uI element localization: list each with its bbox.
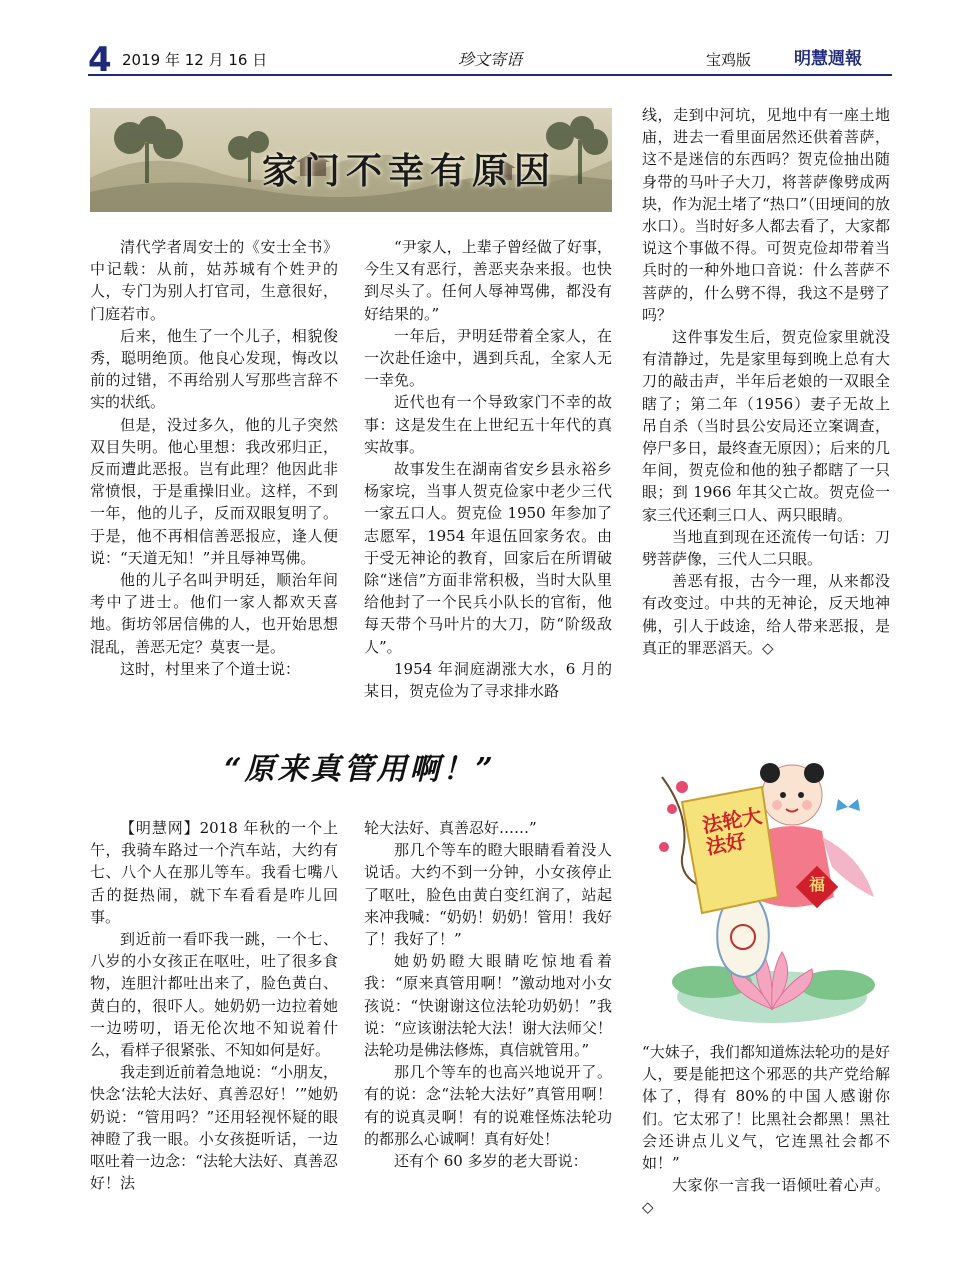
paragraph: 清代学者周安士的《安士全书》中记载：从前，姑苏城有个姓尹的人，专门为别人打官司，生意很好，门庭若市。 <box>90 238 338 323</box>
article1-title: 家门不幸有原因 <box>262 150 557 192</box>
paragraph: 善恶有报，古今一理，从来都没有改变过。中共的无神论，反天地神佛，引人于歧途，给人带来恶报，是真正的罪恶滔天。◇ <box>642 572 890 657</box>
paragraph: 当地直到现在还流传一句话：刀劈菩萨像，三代人二只眼。 <box>642 527 890 569</box>
article1-column-2 <box>364 236 612 702</box>
paragraph: 她奶奶瞪大眼睛吃惊地看着我：“原来真管用啊！”激动地对小女孩说：“快谢谢这位法轮功奶奶！”我说：“应该谢法轮大法！谢大法师父！法轮功是佛法修炼，真信就管用。” <box>364 952 612 1060</box>
page-number: 4 <box>88 40 112 80</box>
paragraph: 那几个等车的也高兴地说开了。有的说：念“法轮大法好”真管用啊！有的说真灵啊！有的说难怪炼法轮功的都那么心诚啊！真有好处！ <box>364 1063 612 1148</box>
paragraph: 他的儿子名叫尹明廷，顺治年间考中了进士。他们一家人都欢天喜地。街坊邻居信佛的人，也开始思想混乱，善恶无定？莫衷一是。 <box>90 571 338 656</box>
paragraph: 近代也有一个导致家门不幸的故事：这是发生在上世纪五十年代的真实故事。 <box>364 393 612 456</box>
article2-column-2 <box>364 817 612 1172</box>
paragraph: 后来，他生了一个儿子，相貌俊秀，聪明绝顶。他良心发现，悔改以前的过错，不再给别人写那些言辞不实的状纸。 <box>90 326 338 412</box>
fu-charm-text: 福 <box>808 875 825 894</box>
paragraph: 这时，村里来了个道士说： <box>120 659 301 678</box>
paragraph: 但是，没过多久，他的儿子突然双目失明。他心里想：我改邪归正，反而遭此恶报。岂有此理？他因此非常愤恨，于是重操旧业。这样，不到一年，他的儿子，反而双眼复明了。于是，他不再相信善恶报应，逢人便说：“天道无知！”并且辱神骂佛。 <box>90 415 338 567</box>
paragraph: 1954 年洞庭湖涨大水，6 月的某日，贺克俭为了寻求排水路 <box>364 659 612 701</box>
article2-column-1 <box>90 817 338 1194</box>
paragraph: 到近前一看吓我一跳，一个七、八岁的小女孩正在呕吐，吐了很多食物，连胆汁都吐出来了，脸色黄白、黄白的，很吓人。她奶奶一边拉着她一边唠叨，语无伦次地不知说着什么，看样子很紧张、不知如何是好。 <box>90 930 338 1060</box>
issue-date: 2019 年 12 月 16 日 <box>122 51 268 69</box>
paragraph-continued: 线，走到中河坑，见地中有一座土地庙，进去一看里面居然还供着菩萨，这不是迷信的东西吗？贺克俭抽出随身带的马叶子大刀，将菩萨像劈成两块，作为泥土堵了“热口”（田埂间的放水口）。当时好多人都去看了，大家都说这个事做不得。可贺克俭却带着当兵时的一种外地口音说：什么菩萨不菩萨的，什么劈不得，我这不是劈了吗？ <box>642 106 890 324</box>
article1-column-3 <box>642 104 890 659</box>
article2-title: “原来真管用啊！” <box>224 752 496 787</box>
paragraph: 【明慧网】2018 年秋的一个上午，我骑车路过一个汽车站，大约有七、八个人在那儿等车。我看七嘴八舌的挺热闹，就下车看看是咋儿回事。 <box>90 819 338 926</box>
paragraph: 那几个等车的瞪大眼睛看着没人说话。大约不到一分钟，小女孩停止了呕吐，脸色由黄白变红润了，站起来冲我喊：“奶奶！奶奶！管用！我好了！我好了！” <box>364 841 612 949</box>
paragraph: 这件事发生后，贺克俭家里就没有清静过，先是家里每到晚上总有大刀的敲击声，半年后老娘的一双眼全瞎了；第二年（1956）妻子无故上吊自杀（当时县公安局还立案调查，停尸多日，最终查无原因）；后来的几年间，贺克俭和他的独子都瞎了一只眼；到 1966 年其父亡故。贺克俭一家三代还剩三口人、两只眼睛。 <box>642 328 890 524</box>
paragraph: 故事发生在湖南省安乡县永裕乡杨家垸，当事人贺克俭家中老少三代一家五口人。贺克俭 1950 年参加了志愿军，1954 年退伍回家务农。由于受无神论的教育，回家后在所谓破除“迷信”方面非常积极，当时大队里给他封了一个民兵小队长的官衔，他每天带个马叶片的大刀，防“阶级敌人”。 <box>364 460 612 656</box>
paragraph: 我走到近前着急地说：“小朋友，快念‘法轮大法好、真善忍好！’”她奶奶说：“管用吗？”还用轻视怀疑的眼神瞪了我一眼。小女孩挺听话，一边呕吐着一边念：“法轮大法好、真善忍好！法 <box>90 1063 338 1193</box>
column-name: 珍文寄语 <box>457 50 522 69</box>
edition-label: 宝鸡版 <box>706 51 752 69</box>
paragraph: “尹家人，上辈子曾经做了好事，今生又有恶行，善恶夹杂来报。也快到尽头了。任何人辱神骂佛，都没有好结果的。” <box>364 238 612 323</box>
child-with-scroll-illustration <box>652 747 892 1032</box>
scroll-text: 法轮大法好 <box>700 803 764 860</box>
paragraph: 大家你一言我一语倾吐着心声。◇ <box>642 1176 890 1217</box>
paragraph: “大妹子，我们都知道炼法轮功的是好人，要是能把这个邪恶的共产党给解体了，得有 80%的中国人感谢你们。它太邪了！比黑社会都黑！黑社会还讲点儿义气，它连黑社会都不如！” <box>642 1043 890 1173</box>
publication-name: 明慧週報 <box>794 49 862 69</box>
paragraph: 还有个 60 多岁的老大哥说： <box>394 1152 588 1171</box>
article1-column-1 <box>90 236 338 680</box>
paragraph: 一年后，尹明廷带着全家人，在一次赴任途中，遇到兵乱，全家人无一幸免。 <box>364 326 612 390</box>
article2-column-3 <box>642 1041 890 1219</box>
paragraph-continued: 轮大法好、真善忍好……” <box>364 819 537 837</box>
header-rule <box>88 74 892 76</box>
